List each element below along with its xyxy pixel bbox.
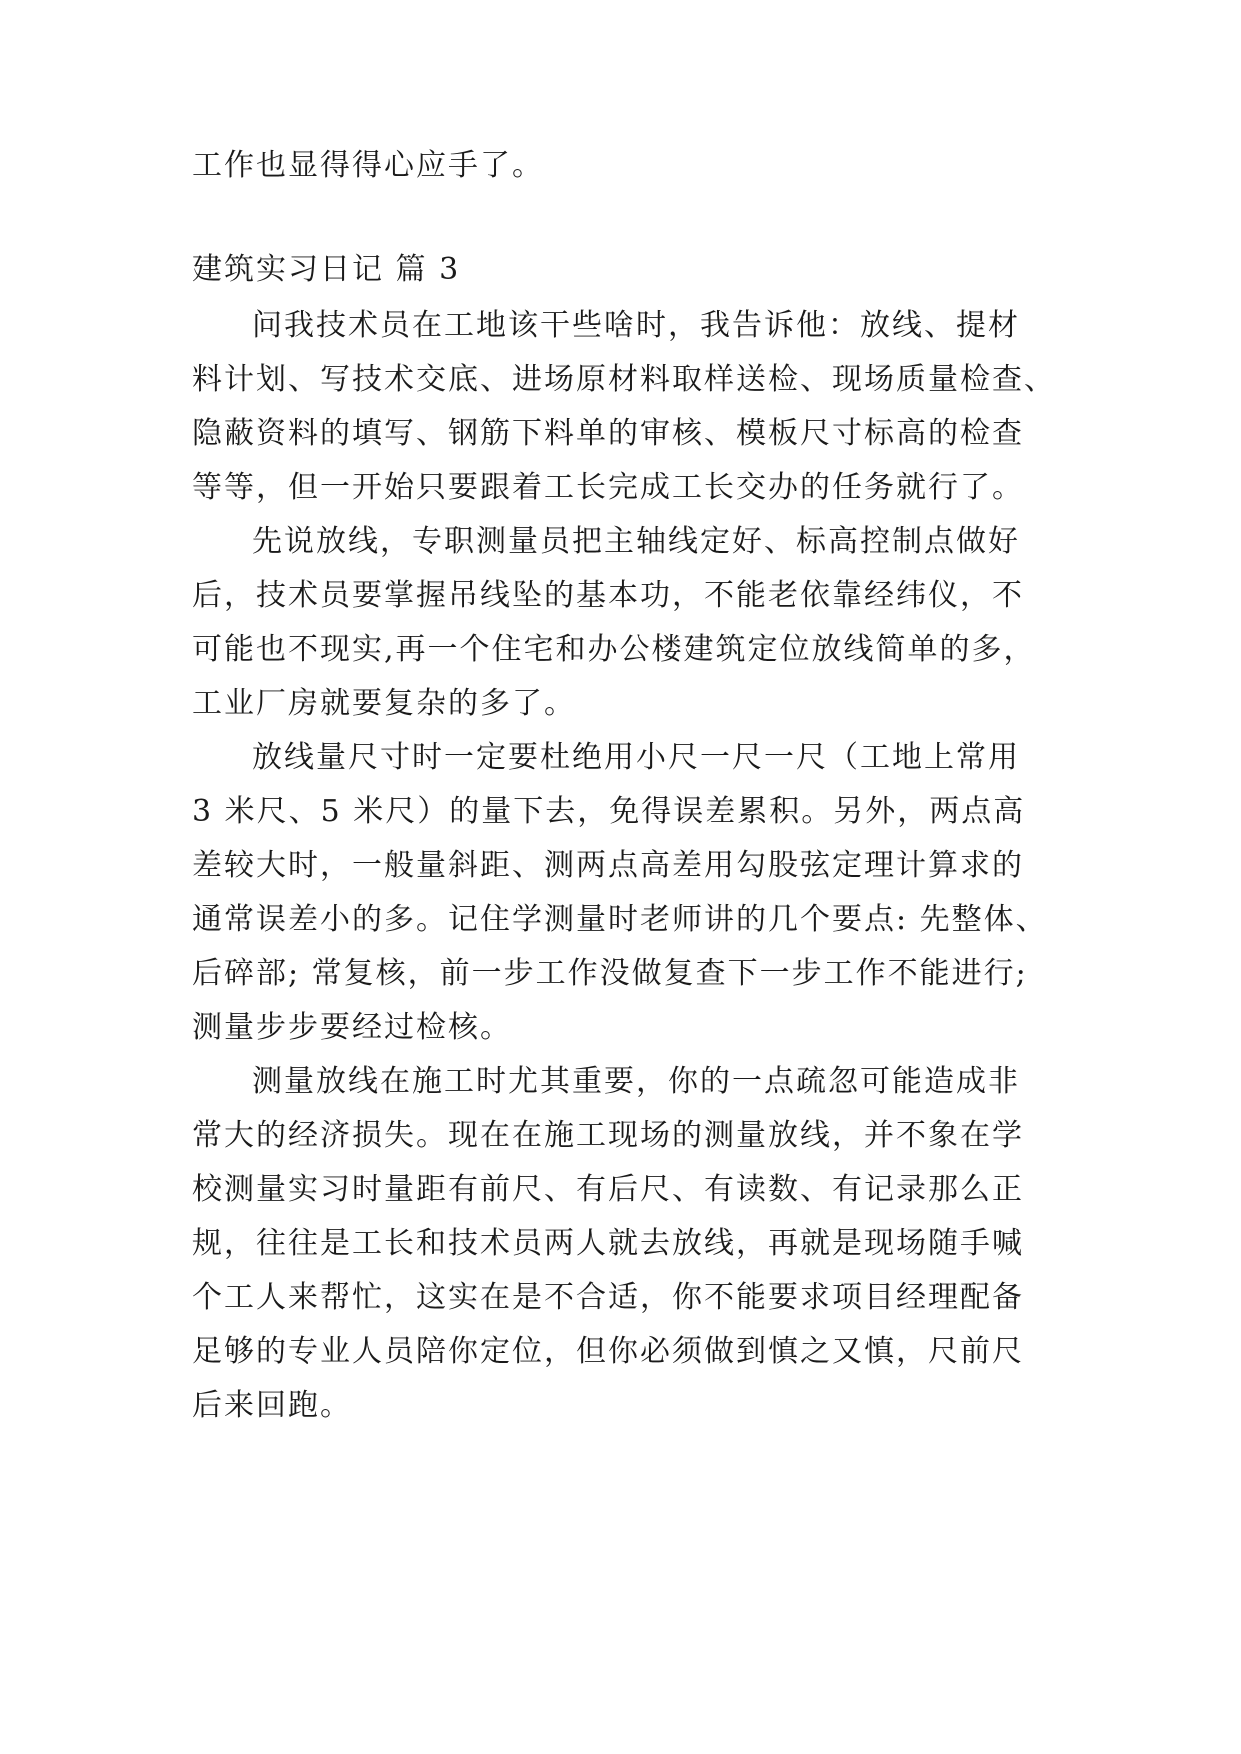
paragraph-4-line-6: 足够的专业人员陪你定位，但你必须做到慎之又慎，尺前尺 bbox=[192, 1334, 1024, 1369]
paragraph-3-line-6: 测量步步要经过检核。 bbox=[192, 1010, 512, 1045]
paragraph-3-line-5: 后碎部; 常复核，前一步工作没做复查下一步工作不能进行; bbox=[192, 956, 1028, 991]
text-line: 工作也显得得心应手了。 bbox=[192, 148, 544, 183]
paragraph-3-line-1: 放线量尺寸时一定要杜绝用小尺一尺一尺（工地上常用 bbox=[252, 740, 1020, 775]
paragraph-3-line-2: 3 米尺、5 米尺）的量下去，免得误差累积。另外，两点高 bbox=[192, 794, 1026, 829]
section-title: 建筑实习日记 篇 3 bbox=[192, 252, 461, 287]
paragraph-2-line-2: 后，技术员要掌握吊线坠的基本功，不能老依靠经纬仪，不 bbox=[192, 578, 1024, 613]
paragraph-1-line-4: 等等，但一开始只要跟着工长完成工长交办的任务就行了。 bbox=[192, 470, 1024, 505]
paragraph-4-line-1: 测量放线在施工时尤其重要，你的一点疏忽可能造成非 bbox=[252, 1064, 1020, 1099]
paragraph-4-line-7: 后来回跑。 bbox=[192, 1388, 352, 1423]
paragraph-4-line-2: 常大的经济损失。现在在施工现场的测量放线，并不象在学 bbox=[192, 1118, 1024, 1153]
paragraph-1-line-1: 问我技术员在工地该干些啥时，我告诉他：放线、提材 bbox=[252, 308, 1020, 343]
paragraph-4-line-4: 规，往往是工长和技术员两人就去放线，再就是现场随手喊 bbox=[192, 1226, 1024, 1261]
paragraph-2-line-4: 工业厂房就要复杂的多了。 bbox=[192, 686, 576, 721]
paragraph-1-line-3: 隐蔽资料的填写、钢筋下料单的审核、模板尺寸标高的检查 bbox=[192, 416, 1024, 451]
paragraph-3-line-4: 通常误差小的多。记住学测量时老师讲的几个要点: 先整体、 bbox=[192, 902, 1048, 937]
paragraph-2-line-1: 先说放线，专职测量员把主轴线定好、标高控制点做好 bbox=[252, 524, 1020, 559]
paragraph-2-line-3: 可能也不现实,再一个住宅和办公楼建筑定位放线简单的多， bbox=[192, 632, 1036, 667]
paragraph-4-line-3: 校测量实习时量距有前尺、有后尺、有读数、有记录那么正 bbox=[192, 1172, 1024, 1207]
paragraph-3-line-3: 差较大时，一般量斜距、测两点高差用勾股弦定理计算求的 bbox=[192, 848, 1024, 883]
paragraph-1-line-2: 料计划、写技术交底、进场原材料取样送检、现场质量检查、 bbox=[192, 362, 1056, 397]
paragraph-4-line-5: 个工人来帮忙，这实在是不合适，你不能要求项目经理配备 bbox=[192, 1280, 1024, 1315]
